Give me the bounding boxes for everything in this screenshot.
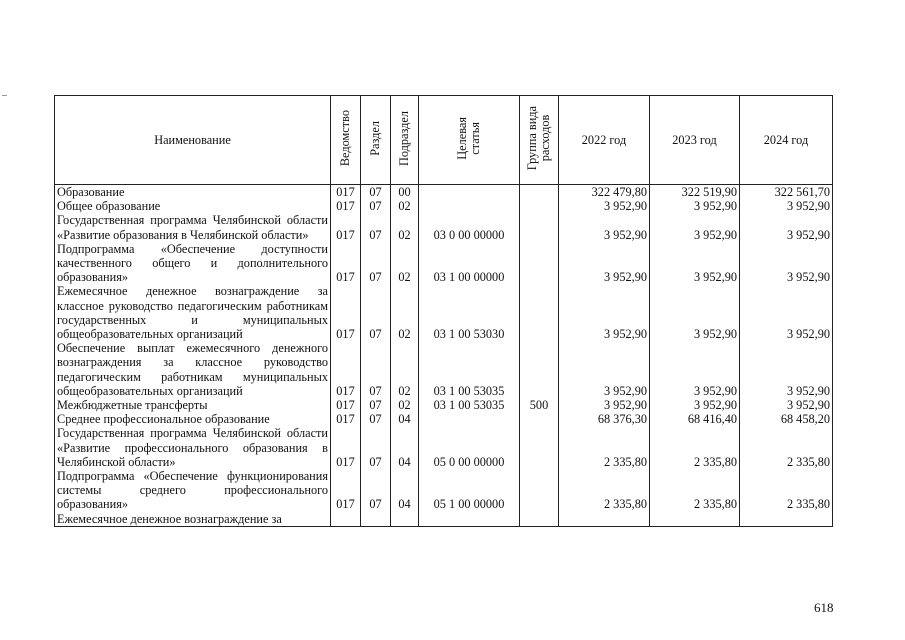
cell-vedomstvo: 017 bbox=[331, 469, 361, 512]
cell-podrazdel: 02 bbox=[391, 398, 419, 412]
cell-name: Ежемесячное денежное вознаграждение за bbox=[55, 512, 331, 527]
table-row bbox=[55, 242, 833, 285]
header-vedomstvo: Ведомство bbox=[331, 96, 361, 185]
cell-podrazdel bbox=[391, 512, 419, 527]
cell-vedomstvo: 017 bbox=[331, 199, 361, 213]
cell-podrazdel: 04 bbox=[391, 412, 419, 426]
cell-name: Подпрограмма «Обеспечение функционирования системы среднего профессионального образования» bbox=[55, 469, 331, 512]
cell-target-article bbox=[419, 185, 520, 200]
cell-2022: 68 376,30 bbox=[559, 412, 650, 426]
cell-2024: 3 952,90 bbox=[740, 341, 833, 398]
cell-2022: 322 479,80 bbox=[559, 185, 650, 200]
cell-2023: 3 952,90 bbox=[650, 341, 740, 398]
cell-name: Межбюджетные трансферты bbox=[55, 398, 331, 412]
scan-mark bbox=[2, 95, 7, 96]
cell-expense-group bbox=[520, 185, 559, 200]
table-row bbox=[55, 426, 833, 469]
cell-expense-group: 500 bbox=[520, 398, 559, 412]
cell-podrazdel: 02 bbox=[391, 284, 419, 341]
cell-vedomstvo: 017 bbox=[331, 341, 361, 398]
cell-razdel: 07 bbox=[361, 398, 391, 412]
cell-vedomstvo bbox=[331, 512, 361, 527]
cell-target-article: 03 1 00 53035 bbox=[419, 398, 520, 412]
cell-expense-group bbox=[520, 469, 559, 512]
cell-2022: 3 952,90 bbox=[559, 341, 650, 398]
cell-2024: 3 952,90 bbox=[740, 242, 833, 285]
cell-podrazdel: 02 bbox=[391, 213, 419, 241]
table-row bbox=[55, 512, 833, 527]
header-razdel: Раздел bbox=[361, 96, 391, 185]
header-name: Наименование bbox=[55, 96, 331, 185]
cell-2023: 3 952,90 bbox=[650, 242, 740, 285]
header-year-2022: 2022 год bbox=[559, 96, 650, 185]
cell-expense-group bbox=[520, 213, 559, 241]
cell-target-article bbox=[419, 199, 520, 213]
cell-2022: 3 952,90 bbox=[559, 199, 650, 213]
cell-podrazdel: 04 bbox=[391, 469, 419, 512]
header-podrazdel: Подраздел bbox=[391, 96, 419, 185]
cell-name: Государственная программа Челябинской области «Развитие профессионального образования в Челябинской области» bbox=[55, 426, 331, 469]
cell-vedomstvo: 017 bbox=[331, 185, 361, 200]
cell-vedomstvo: 017 bbox=[331, 284, 361, 341]
cell-2023: 322 519,90 bbox=[650, 185, 740, 200]
page-number: 618 bbox=[814, 600, 834, 615]
cell-2024: 3 952,90 bbox=[740, 199, 833, 213]
cell-2024: 68 458,20 bbox=[740, 412, 833, 426]
header-target-article: Целевая статья bbox=[419, 96, 520, 185]
table-row bbox=[55, 199, 833, 213]
header-year-2024: 2024 год bbox=[740, 96, 833, 185]
cell-2022: 3 952,90 bbox=[559, 213, 650, 241]
cell-target-article bbox=[419, 512, 520, 527]
cell-name: Ежемесячное денежное вознаграждение за классное руководство педагогическим работникам государственных и муниципальных общеобразовательных организаций bbox=[55, 284, 331, 341]
cell-2022: 3 952,90 bbox=[559, 242, 650, 285]
table-row bbox=[55, 284, 833, 341]
cell-2022: 2 335,80 bbox=[559, 469, 650, 512]
cell-vedomstvo: 017 bbox=[331, 213, 361, 241]
cell-2023: 2 335,80 bbox=[650, 426, 740, 469]
cell-target-article: 03 1 00 53030 bbox=[419, 284, 520, 341]
cell-2022 bbox=[559, 512, 650, 527]
cell-podrazdel: 02 bbox=[391, 341, 419, 398]
table-row bbox=[55, 398, 833, 412]
cell-name: Среднее профессиональное образование bbox=[55, 412, 331, 426]
cell-2024: 3 952,90 bbox=[740, 398, 833, 412]
table-row bbox=[55, 185, 833, 200]
cell-expense-group bbox=[520, 341, 559, 398]
table-row bbox=[55, 412, 833, 426]
cell-2023: 2 335,80 bbox=[650, 469, 740, 512]
cell-razdel: 07 bbox=[361, 284, 391, 341]
cell-2023 bbox=[650, 512, 740, 527]
cell-razdel: 07 bbox=[361, 469, 391, 512]
cell-podrazdel: 02 bbox=[391, 199, 419, 213]
cell-expense-group bbox=[520, 284, 559, 341]
cell-vedomstvo: 017 bbox=[331, 412, 361, 426]
cell-2023: 3 952,90 bbox=[650, 398, 740, 412]
budget-table bbox=[54, 95, 833, 527]
cell-razdel: 07 bbox=[361, 341, 391, 398]
cell-expense-group bbox=[520, 412, 559, 426]
cell-2024: 322 561,70 bbox=[740, 185, 833, 200]
table-header-row bbox=[55, 96, 833, 185]
cell-expense-group bbox=[520, 512, 559, 527]
cell-2023: 68 416,40 bbox=[650, 412, 740, 426]
cell-razdel: 07 bbox=[361, 213, 391, 241]
cell-2023: 3 952,90 bbox=[650, 213, 740, 241]
cell-vedomstvo: 017 bbox=[331, 398, 361, 412]
header-expense-group: Группа вида расходов bbox=[520, 96, 559, 185]
cell-razdel bbox=[361, 512, 391, 527]
cell-2024: 3 952,90 bbox=[740, 284, 833, 341]
cell-name: Общее образование bbox=[55, 199, 331, 213]
cell-2023: 3 952,90 bbox=[650, 284, 740, 341]
cell-target-article: 05 0 00 00000 bbox=[419, 426, 520, 469]
cell-razdel: 07 bbox=[361, 242, 391, 285]
cell-2022: 2 335,80 bbox=[559, 426, 650, 469]
cell-expense-group bbox=[520, 426, 559, 469]
table-row bbox=[55, 469, 833, 512]
cell-razdel: 07 bbox=[361, 199, 391, 213]
cell-podrazdel: 00 bbox=[391, 185, 419, 200]
cell-razdel: 07 bbox=[361, 185, 391, 200]
cell-name: Подпрограмма «Обеспечение доступности качественного общего и дополнительного образования» bbox=[55, 242, 331, 285]
cell-target-article: 03 0 00 00000 bbox=[419, 213, 520, 241]
cell-name: Государственная программа Челябинской области «Развитие образования в Челябинской области» bbox=[55, 213, 331, 241]
table-row bbox=[55, 213, 833, 241]
cell-name: Обеспечение выплат ежемесячного денежного вознаграждения за классное руководство педагогическим работникам муниципальных общеобразовательных организаций bbox=[55, 341, 331, 398]
cell-expense-group bbox=[520, 199, 559, 213]
cell-razdel: 07 bbox=[361, 426, 391, 469]
cell-target-article bbox=[419, 412, 520, 426]
cell-vedomstvo: 017 bbox=[331, 242, 361, 285]
cell-2024: 2 335,80 bbox=[740, 469, 833, 512]
cell-podrazdel: 04 bbox=[391, 426, 419, 469]
cell-2024: 3 952,90 bbox=[740, 213, 833, 241]
cell-2024: 2 335,80 bbox=[740, 426, 833, 469]
cell-razdel: 07 bbox=[361, 412, 391, 426]
cell-2022: 3 952,90 bbox=[559, 284, 650, 341]
header-year-2023: 2023 год bbox=[650, 96, 740, 185]
cell-expense-group bbox=[520, 242, 559, 285]
cell-2022: 3 952,90 bbox=[559, 398, 650, 412]
cell-target-article: 03 1 00 00000 bbox=[419, 242, 520, 285]
cell-target-article: 05 1 00 00000 bbox=[419, 469, 520, 512]
cell-target-article: 03 1 00 53035 bbox=[419, 341, 520, 398]
cell-podrazdel: 02 bbox=[391, 242, 419, 285]
cell-2023: 3 952,90 bbox=[650, 199, 740, 213]
cell-vedomstvo: 017 bbox=[331, 426, 361, 469]
table-row bbox=[55, 341, 833, 398]
cell-name: Образование bbox=[55, 185, 331, 200]
cell-2024 bbox=[740, 512, 833, 527]
